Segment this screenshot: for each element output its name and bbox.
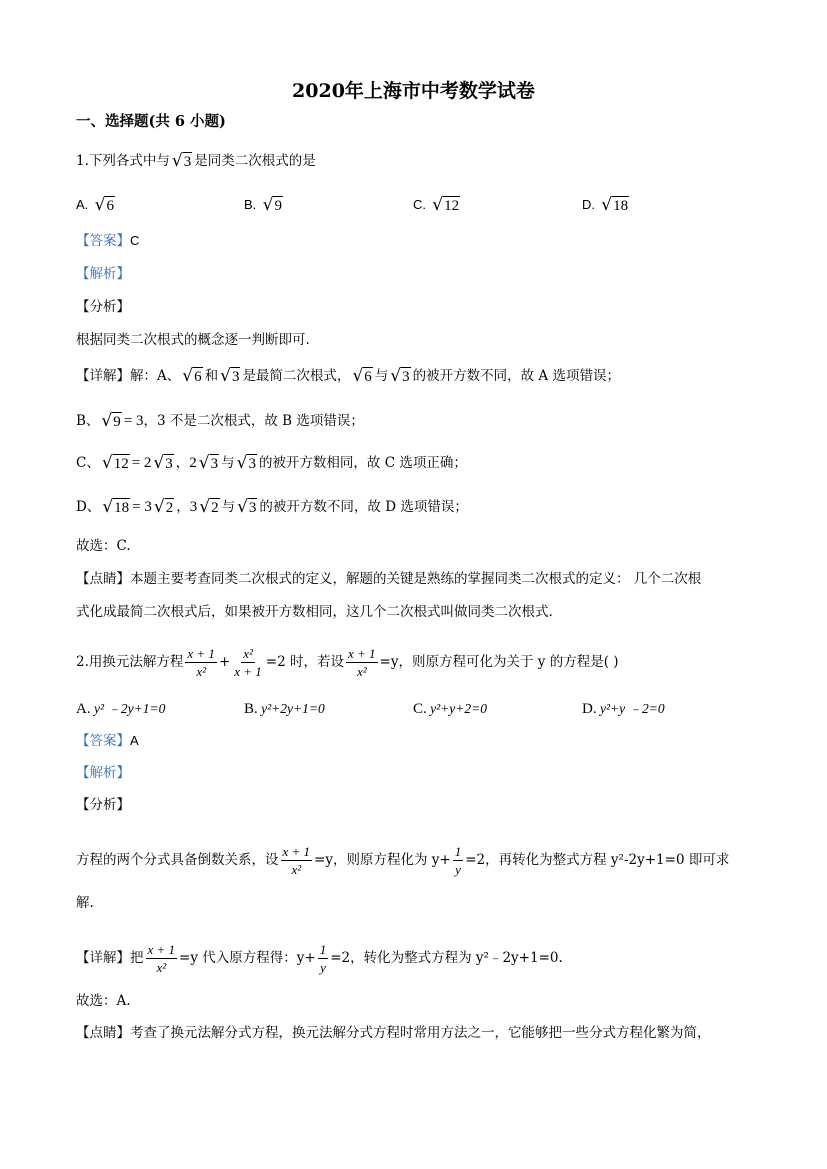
q2-detail: 【详解】把 $\frac{x + 1}{\text{x²}}$ =y 代入原方程得：y+ $\frac{1}{y}$ =2，转化为整式方程为 y²﹣2y+1=0. xyxy=(76,942,563,975)
q1-detail-d: D、 √ 18 = 3 √ 2 ，3 √ 2 与 √ 3 的被开方数不同，故 D 选项错误； xyxy=(76,497,468,517)
q1-detail-c: C、 √ 12 = 2 √ 3 ，2 √ 3 与 √ 3 的被开方数相同，故 C 选项正确； xyxy=(76,453,467,473)
q2-option-a: A. y² ﹣2y+1=0 xyxy=(76,701,166,717)
q2-choose: 故选：A. xyxy=(76,993,131,1009)
q1-analysis-tag: 【解析】 xyxy=(76,266,130,282)
q1-option-b: B. √ 9 xyxy=(244,195,282,215)
q1-option-a: A. √ 6 xyxy=(76,195,114,215)
fraction: $\frac{\text{x²}}{x + 1}$ xyxy=(234,646,262,679)
q1-fenxi-text: 根据同类二次根式的概念逐一判断即可. xyxy=(76,332,310,348)
fraction: $\frac{x + 1}{\text{x²}}$ xyxy=(348,646,376,679)
q2-analysis-tag: 【解析】 xyxy=(76,765,130,781)
q1-detail-a: 【详解】解：A、 √ 6 和 √ 3 是最简二次根式， √ 6 与 √ 3 的被开方数不同，故 A 选项错误； xyxy=(76,366,620,386)
q1-dianjing-1: 【点睛】本题主要考查同类二次根式的定义，解题的关键是熟练的掌握同类二次根式的定义： 几个二次根 xyxy=(76,571,702,587)
sqrt-9: √ 9 xyxy=(262,195,282,215)
q2-fenxi-end: 解. xyxy=(76,895,94,911)
page-title: 2020年上海市中考数学试卷 xyxy=(292,80,535,102)
section-heading: 一、选择题(共 6 小题) xyxy=(76,113,226,130)
q1-choose: 故选：C. xyxy=(76,538,131,554)
question-1-stem xyxy=(76,151,316,172)
q2-option-c: C. y²+y+2=0 xyxy=(413,701,488,717)
sqrt-12: √ 12 xyxy=(432,195,460,215)
q1-detail-b: B、 √ 9 = 3，3 不是二次根式，故 B 选项错误； xyxy=(76,411,364,431)
q1-stem-after: 是同类二次根式的是 xyxy=(194,153,316,169)
q1-answer: 【答案】C xyxy=(76,233,140,249)
q2-fenxi-tag: 【分析】 xyxy=(76,797,130,813)
q1-option-c: C. √ 12 xyxy=(413,195,460,215)
q2-fenxi-text: 方程的两个分式具备倒数关系，设 $\frac{x + 1}{\text{x²}}$ =y，则原方程化为 y+ $\frac{1}{y}$ =2，再转化为整式方程 y²-2y+1=0 即可求 xyxy=(76,844,730,877)
sqrt-18: √ 18 xyxy=(601,195,629,215)
q1-option-d: D. √ 18 xyxy=(582,195,629,215)
q2-option-b: B. y²+2y+1=0 xyxy=(244,701,325,717)
q1-fenxi-tag: 【分析】 xyxy=(76,299,130,315)
q1-dianjing-2: 式化成最简二次根式后，如果被开方数相同，这几个二次根式叫做同类二次根式. xyxy=(76,604,553,620)
q2-dianjing: 【点睛】考查了换元法解分式方程，换元法解分式方程时常用方法之一，它能够把一些分式方程化繁为简， xyxy=(76,1025,711,1041)
q2-option-d: D. y²+y ﹣2=0 xyxy=(582,701,665,717)
question-2-stem: 2.用换元法解方程 $\frac{x + 1}{\text{x²}}$ + $\frac{\text{x²}}{x + 1}$ =2 时，若设 $\frac{x + 1}{\text{x²}}$ =y，则原方程可化为关于 y 的方程是( ) xyxy=(76,646,619,679)
sqrt-6: √ 6 xyxy=(94,195,114,215)
sqrt-3: √ 3 xyxy=(171,151,192,171)
q2-answer: 【答案】A xyxy=(76,733,139,749)
q1-stem-before: 1.下列各式中与 xyxy=(76,153,170,169)
fraction: $\frac{x + 1}{\text{x²}}$ xyxy=(187,646,215,679)
